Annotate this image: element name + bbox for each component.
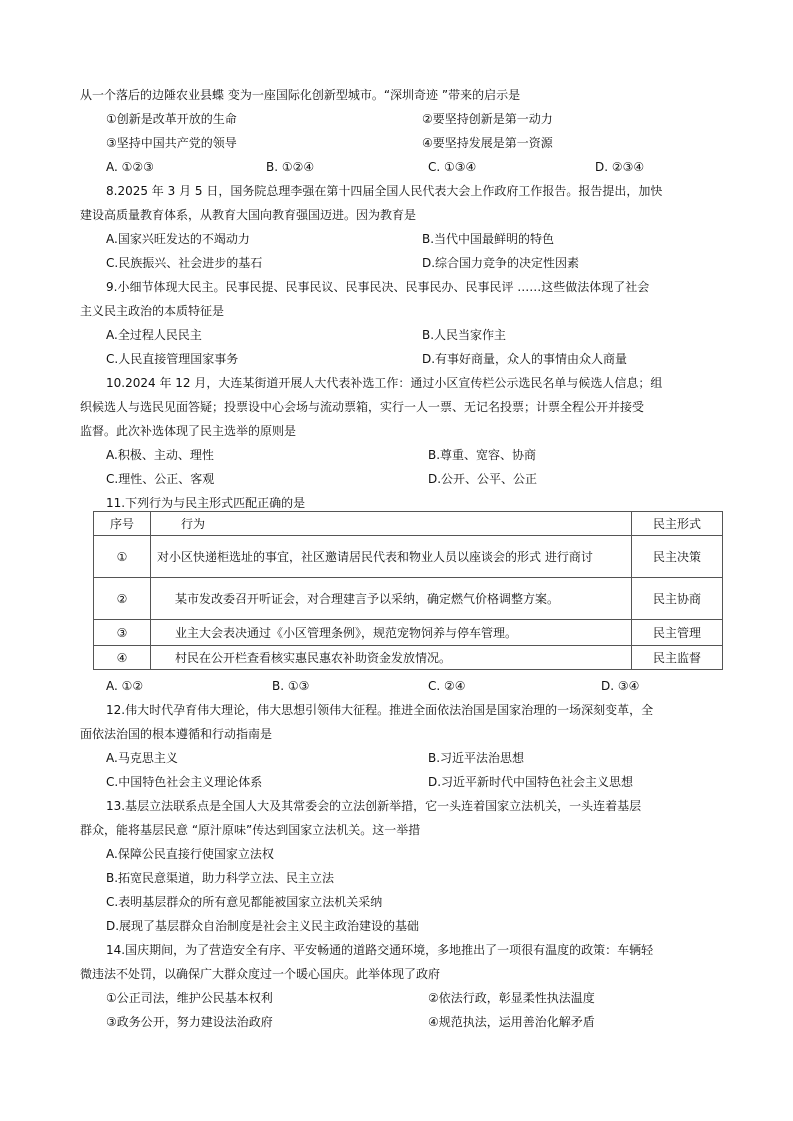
question-8-option-c: C.民族振兴、社会进步的基石	[106, 256, 263, 270]
question-12-option-b: B.习近平法治思想	[428, 751, 525, 765]
question-11-choice-a: A. ①②	[106, 679, 144, 693]
question-7-option-2: ②要坚持创新是第一动力	[422, 112, 553, 126]
question-9-option-c: C.人民直接管理国家事务	[106, 352, 239, 366]
question-8-option-a: A.国家兴旺发达的不竭动力	[106, 232, 250, 246]
question-10-stem-line2: 织候选人与选民见面答疑；投票设中心会场与流动票箱，实行一人一票、无记名投票；计票全程公开并接受	[80, 400, 645, 414]
question-9-stem-line1: 9.小细节体现大民主。民事民提、民事民议、民事民决、民事民办、民事民评 ……这些做法体现了社会	[106, 280, 650, 294]
question-10-option-c: C.理性、公正、客观	[106, 472, 215, 486]
question-10-option-d: D.公开、公平、公正	[428, 472, 538, 486]
table-cell-action: 某市发改委召开听证会，对合理建言予以采纳，确定燃气价格调整方案。	[151, 578, 632, 620]
question-10-stem-line1: 10.2024 年 12 月，大连某街道开展人大代表补选工作：通过小区宣传栏公示选民名单与候选人信息；组	[106, 376, 663, 390]
table-cell-form: 民主监督	[632, 646, 723, 670]
table-header-number: 序号	[94, 512, 151, 536]
question-13-option-d: D.展现了基层群众自治制度是社会主义民主政治建设的基础	[106, 919, 420, 933]
question-14-option-4: ④规范执法，运用善治化解矛盾	[428, 1015, 595, 1029]
question-13-option-a: A.保障公民直接行使国家立法权	[106, 847, 274, 861]
question-7-option-4: ④要坚持发展是第一资源	[422, 136, 553, 150]
table-cell-form: 民主协商	[632, 578, 723, 620]
question-8-option-b: B.当代中国最鲜明的特色	[422, 232, 555, 246]
question-9-option-d: D.有事好商量，众人的事情由众人商量	[422, 352, 628, 366]
question-13-option-b: B.拓宽民意渠道，助力科学立法、民主立法	[106, 871, 335, 885]
question-7-choice-d: D. ②③④	[595, 160, 645, 174]
question-8-stem-line2: 建设高质量教育体系，从教育大国向教育强国迈进。因为教育是	[80, 208, 417, 222]
question-12-option-c: C.中国特色社会主义理论体系	[106, 775, 263, 789]
table-row	[94, 536, 723, 578]
table-cell-number: ④	[94, 646, 151, 670]
question-11-choice-c: C. ②④	[428, 679, 466, 693]
question-7-stem: 从一个落后的边陲农业县蝶 变为一座国际化创新型城市。“深圳奇迹 ”带来的启示是	[80, 88, 521, 102]
question-9-option-b: B.人民当家作主	[422, 328, 507, 342]
table-header-row	[94, 512, 723, 536]
question-11-stem: 11.下列行为与民主形式匹配正确的是	[106, 496, 306, 510]
table-row	[94, 620, 723, 646]
question-7-choice-a: A. ①②③	[106, 160, 154, 174]
question-8-stem-line1: 8.2025 年 3 月 5 日，国务院总理李强在第十四届全国人民代表大会上作政府工作报告。报告提出，加快	[106, 184, 663, 198]
table-row	[94, 646, 723, 670]
table-header-action: 行为	[151, 512, 632, 536]
question-12-stem-line1: 12.伟大时代孕育伟大理论，伟大思想引领伟大征程。推进全面依法治国是国家治理的一场深刻变革，全	[106, 703, 654, 717]
question-12-stem-line2: 面依法治国的根本遵循和行动指南是	[80, 727, 273, 741]
table-cell-action: 业主大会表决通过《小区管理条例》，规范宠物饲养与停车管理。	[151, 620, 632, 646]
question-7-option-1: ①创新是改革开放的生命	[106, 112, 237, 126]
question-11-choice-d: D. ③④	[601, 679, 640, 693]
question-14-stem-line1: 14.国庆期间，为了营造安全有序、平安畅通的道路交通环境，多地推出了一项很有温度的政策：车辆轻	[106, 943, 654, 957]
table-cell-action: 对小区快递柜选址的事宜，社区邀请居民代表和物业人员以座谈会的形式 进行商讨	[151, 536, 632, 578]
question-14-option-1: ①公正司法，维护公民基本权利	[106, 991, 273, 1005]
question-11-choice-b: B. ①③	[272, 679, 310, 693]
question-7-choice-b: B. ①②④	[266, 160, 315, 174]
question-9-option-a: A.全过程人民民主	[106, 328, 202, 342]
question-13-option-c: C.表明基层群众的所有意见都能被国家立法机关采纳	[106, 895, 383, 909]
question-14-option-2: ②依法行政，彰显柔性执法温度	[428, 991, 595, 1005]
question-10-option-b: B.尊重、宽容、协商	[428, 448, 537, 462]
question-14-option-3: ③政务公开，努力建设法治政府	[106, 1015, 273, 1029]
question-12-option-a: A.马克思主义	[106, 751, 178, 765]
question-14-stem-line2: 微违法不处罚，以确保广大群众度过一个暖心国庆。此举体现了政府	[80, 967, 441, 981]
table-cell-form: 民主管理	[632, 620, 723, 646]
question-9-stem-line2: 主义民主政治的本质特征是	[80, 304, 225, 318]
table-row	[94, 578, 723, 620]
question-10-stem-line3: 监督。此次补选体现了民主选举的原则是	[80, 424, 297, 438]
table-cell-number: ①	[94, 536, 151, 578]
question-13-stem-line2: 群众，能将基层民意 “原汁原味”传达到国家立法机关。这一举措	[80, 823, 421, 837]
question-12-option-d: D.习近平新时代中国特色社会主义思想	[428, 775, 634, 789]
question-13-stem-line1: 13.基层立法联系点是全国人大及其常委会的立法创新举措，它一头连着国家立法机关，一头连着基层	[106, 799, 642, 813]
table-cell-form: 民主决策	[632, 536, 723, 578]
table-cell-number: ②	[94, 578, 151, 620]
table-header-form: 民主形式	[632, 512, 723, 536]
table-cell-action: 村民在公开栏查看核实惠民惠农补助资金发放情况。	[151, 646, 632, 670]
question-7-option-3: ③坚持中国共产党的领导	[106, 136, 237, 150]
table-cell-number: ③	[94, 620, 151, 646]
question-8-option-d: D.综合国力竞争的决定性因素	[422, 256, 580, 270]
question-10-option-a: A.积极、主动、理性	[106, 448, 214, 462]
question-7-choice-c: C. ①③④	[428, 160, 477, 174]
question-11-table	[93, 511, 723, 670]
